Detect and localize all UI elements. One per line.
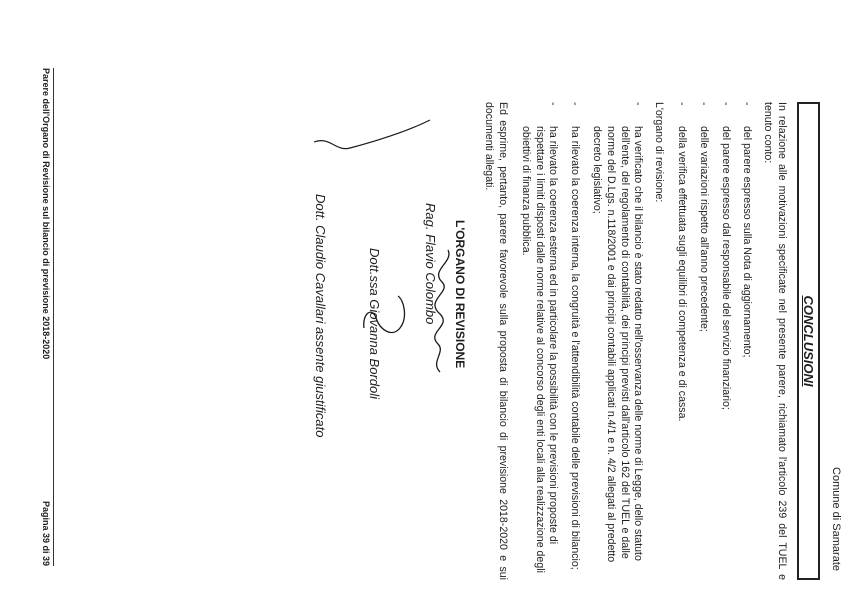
conclusion-paragraph: Ed esprime, pertanto, parere favorevole sulla proposta di bilancio di previsione 2018-2020 e sui documenti allegati. bbox=[483, 102, 510, 580]
finding-item: - ha rilevato la coerenza esterna ed in particolare la possibilità con le previsioni proposte di rispettare i limiti disposti dalle norme relative al concorso degli enti locali alla realizzazione degli obiettivi di finanza pubblica. bbox=[518, 102, 559, 580]
section-title: CONCLUSIONI bbox=[797, 102, 820, 580]
finding-item: - ha rilevato la coerenza interna, la congruità e l'attendibilità contabile delle previsioni di bilancio; bbox=[567, 102, 581, 580]
page-number: Pagina 39 di 39 bbox=[41, 500, 51, 566]
footer-document-title: Parere dell'Organo di Revisione sul bilancio di previsione 2018-2020 bbox=[41, 68, 51, 360]
intro-paragraph: In relazione alle motivazioni specificate nel presente parere, richiamato l'articolo 239 del TUEL e tenuto conto: bbox=[762, 102, 788, 580]
member-name: Dott. Claudio Cavallari assente giustificato bbox=[313, 194, 328, 438]
findings-list bbox=[518, 102, 644, 580]
considered-item: - della verifica effettuata sugli equilibri di competenza e di cassa. bbox=[674, 102, 688, 580]
considered-list bbox=[674, 102, 753, 580]
considered-item: - delle variazioni rispetto all'anno precedente; bbox=[696, 102, 710, 580]
member-name: Dott.ssa Giovanna Bordoli bbox=[367, 248, 382, 400]
member-name: Rag. Flavio Colombo bbox=[423, 203, 438, 325]
signature-mark bbox=[314, 120, 430, 149]
considered-item: - del parere espresso sulla Nota di aggiornamento; bbox=[740, 102, 754, 580]
page-footer bbox=[37, 68, 54, 566]
organ-title: L'ORGANO DI REVISIONE bbox=[453, 220, 467, 369]
municipality-header: Comune di Samarate bbox=[830, 467, 842, 571]
document-body bbox=[474, 102, 788, 580]
finding-item: - ha verificato che il bilancio è stato redatto nell'osservanza delle norme di Legge, dello statuto dell'ente, del regolamento di contabilità, dei principi previsti dall'articolo 162 del TUEL e dalle norme del D.Lgs. n.118/2001 e dai principi contabili applicati n.4/1 e n. 4/2 allegati al predetto decreto legislativo; bbox=[589, 102, 644, 580]
organ-intro: L'organo di revisione: bbox=[653, 102, 666, 203]
considered-item: - del parere espresso dal responsabile del servizio finanziario; bbox=[718, 102, 732, 580]
